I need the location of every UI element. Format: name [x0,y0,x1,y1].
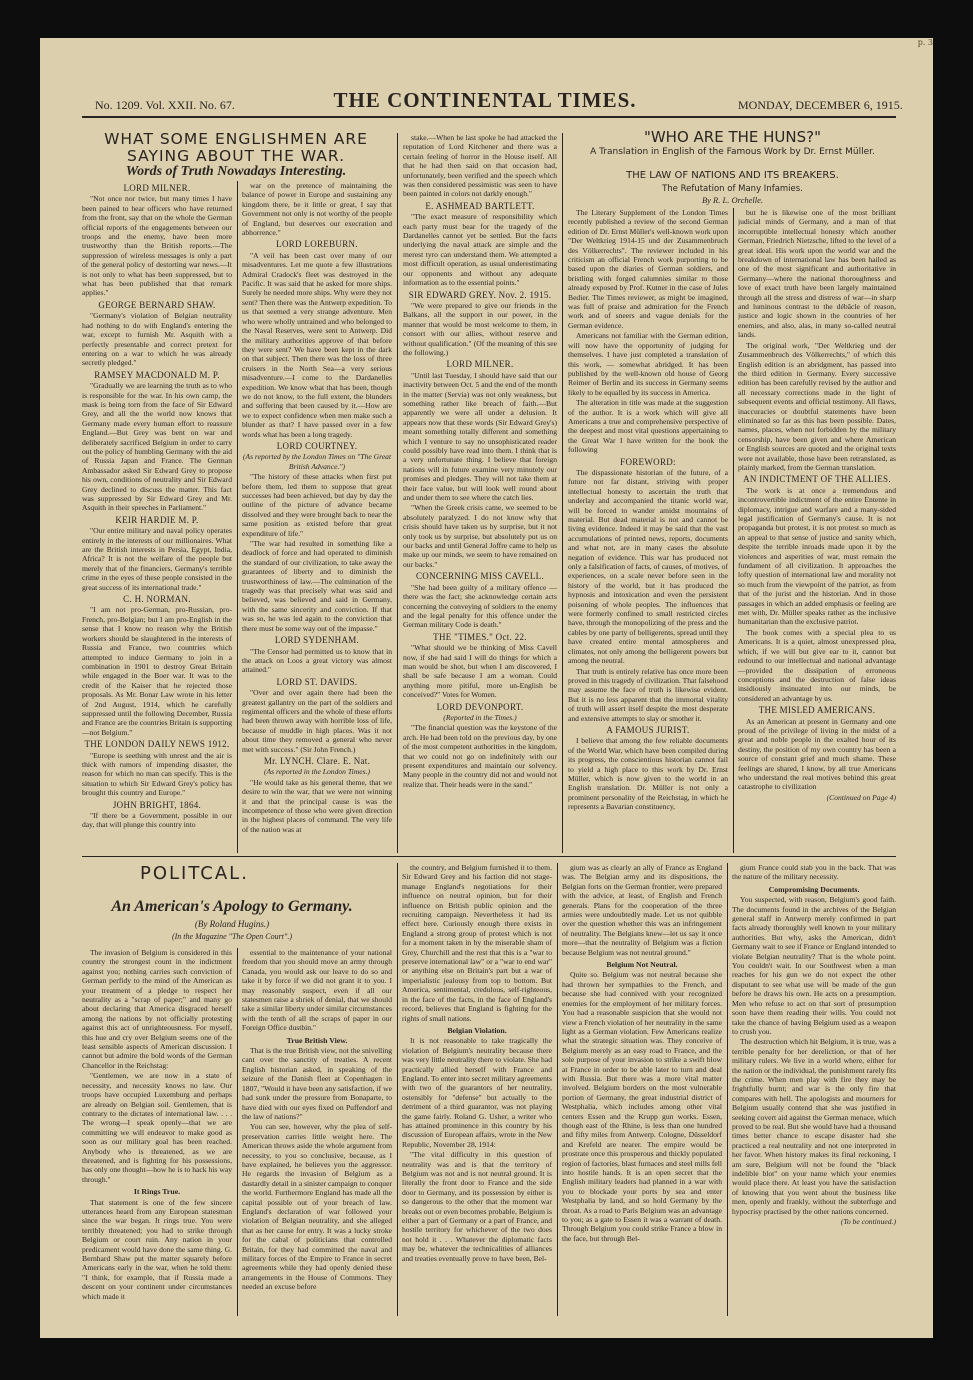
column-divider [727,863,728,1316]
crosshead: Belgian Violation. [447,1025,507,1035]
paragraph: "I am not pro-German, pro-Russian, pro-French, pro-Belgian; but I am pro-English in the sense that I know no reason why the British workers should be slaughtered in the interests of Russia and France, two countries which attempted to induce Germany to join in a combination in 1901 to destroy Great Britain while engaged in the Boer war. It was to the credit of the Kaiser that he rejected those proposals. As Mr. Bonar Law wrote in his letter of 2nd August, 1914, which he carefully suppressed until the following December, Russia and France are the countries Britain is supporting—not Belgium." [82,605,232,737]
paragraph: "The Censor had permitted us to know that in the attack on Loos a great victory was almost attained." [242,646,392,675]
subhead: CONCERNING MISS CAVELL. [416,571,544,582]
paragraph: essential to the maintenance of your national freedom that you should move an army through Canada, you would ask our leave to do so and take it by force if we did not grant it to you. I may reasonably suspect, even if all our statesmen raise a shriek of denial, that we should take a similar liberty under similar circumstances with the tenth of all the scraps of paper in our Foreign Office dustbin." [242,948,392,1033]
column-divider [397,863,398,1316]
paragraph: "Gradually we are learning the truth as to who is responsible for the war. In his own camp, the mask is being torn from the face of Sir Edward Grey, and all the the world now knows that Germany made every human effort to reassure England.—But Grey was bent on war and deliberately sacrificed Belgium in order to carry out the policy of humbling Germany with the aid of Russia Japan and France. The German Ambassador asked Sir Edward Grey to propose his own, conditions of neutrality and Sir Edward Grey declined to discuss the matter. This fact was suppressed by Sir Edward Grey and Mr. Asquith in their speeches in Parliament." [82,381,232,513]
paragraph: "The exact measure of responsibility which each party must bear for the tragedy of the Dardanelles cannot yet be settled. But the facts underlying the naval attack are simple and the merest tyro can understand them. We attempted a most difficult operation, as usual underestimating our opponents and without any adequate information as to the essential points." [403,212,557,288]
subhead: LORD DEVONPORT. [436,701,524,712]
attribution-note: (As reported by the London Times on "The Great British Advance.") [242,452,392,471]
article1-subhead: Words of Truth Nowadays Interesting. [125,164,347,179]
paragraph: I believe that among the few reliable documents of the World War, which have been compiled during its progress, the conscientious historian cannot fail to yield a high place to this work by Dr. Ernst Müller, which is now given to the world in an English translation. Dr. Müller is not only a prominent personality of the Reichstag, in which he represents a Bavarian constituency, [568,736,728,812]
paragraph: "Not once nor twice, but many times I have been pained to hear officers who have returned from the front, say that on the whole the German official reports of the engagements between our troops and the enemy, have been more trustworthy than the British reports.—The suppression of wireless messages is only a part of the general policy of destorting war news.—It is not only to what has been suppressed, but to what has been published that that remark applies." [82,194,232,298]
paragraph: gium France could stab you in the back. That was the nature of the military necessity. [732,863,896,882]
paragraph: That is the true British view, not the snivelling cant over the sanctity of treaties. A recent English historian asked, in speaking of the seizure of the Danish fleet at Copenhagen in 1807, "Would it have been any satisfaction, if we had sunk under the pressure from Bonaparte, to have died with our eyes fixed on Puffendorf and the law of nations?" [242,1046,392,1121]
paragraph: The invasion of Belgium is considered in this country the strongest count in the indictment against you; nothing carries such conviction of German perfidy to the mind of the American as your treatment of a pledge to respect her neutrality as a "scrap of paper;" and many go about declaring that America disgraced herself among the nations by not officially protesting against this act of unrighteousness. For myself, this hue and cry over Belgium seems one of the least sensible aspects of American discussion. I cannot but admire the bold words of the German Chancellor in the Reichstag: [82,948,232,1070]
paragraph: You can see, however, why the plea of self-preservation carries little weight here. The American throws aside the whole argument from necessity, to you so conclusive, because, as I have explained, he believes you the aggressor. He regards the invasion of Belgium as a dastardly detail in a sinister campaign to conquer the world. Furthermore England has made all the capital possible out of your breach of law. England's declaration of war followed your violation of Belgian neutrality, and she alleged that as her cause for entry. It was a lucky stroke for the cabal of politicians that controlled Britain, for they had committed the naval and military forces of the Empire to France in secret agreements while they had openly denied these arrangements in the House of Commons. They needed an excuse before [242,1122,392,1292]
paragraph: "The financial question was the keystone of the arch. He had been told on the previous day, by one of the most competent authorities in the kingdom, that we could not go on indefinitely with our present expenditures and maintain our solvency. Many people in the country did not and would not realize that. Their heads were in the sand." [403,723,557,789]
article1-headline: WHAT SOME ENGLISHMEN ARE SAYING ABOUT THE WAR. [104,130,368,165]
continuation-note: (To be continued.) [840,1217,896,1227]
attribution-note: (As reported in the London Times.) [263,767,371,777]
subhead: Mr. LYNCH. Clare. E. Nat. [263,755,371,766]
article2-byline: By R. L. Orchelle. [701,195,764,205]
paragraph: "When the Greek crisis came, we seemed to be absolutely paralyzed. I do not know why that crisis should have taken us by surprise, but it not only took us by surprise, but absolutely put us on our backs and until General Joffre came to help us make up our minds, we seem to have remained on our backs." [403,503,557,569]
column-divider [237,948,238,1316]
article2-section-title: THE LAW OF NATIONS AND ITS BREAKERS. [626,170,839,181]
subhead: LORD COURTNEY. [276,440,358,451]
newspaper-page [40,38,933,1338]
paragraph: the country, and Belgium furnished it to them. Sir Edward Grey and his faction did not stage-manage England's negotiations for their influence on neutral opinion, but for their influence on British public opinion and the recruiting campaign. Nevertheless it had its effect here. Curiously enough there exists in England a strong group of protest which is not for a moment taken in by the miserable sham of Grey, Churchill and the rest that this is a "war to preserve international law" or a "war to end war" or anything else on Britain's part but a war of imperialistic jealousy from top to bottom. But America, sentimental, credulous, self-righteous, in the face of the facts, in the face of England's record, believes that England is fighting for the rights of small nations. [402,863,552,1023]
article2-column-1 [568,208,728,853]
issue-date: MONDAY, DECEMBER 6, 1915. [738,98,903,112]
crosshead: Belgium Not Neutral. [606,960,678,970]
issue-number: No. 1209. Vol. XXII. No. 67. [95,98,235,112]
article2-column-2 [738,208,896,853]
paragraph: "Our entire military and naval policy operates entirely in the interests of our millionaires. What are the British interests in Persia, Egypt, India, Africa? It is not the welfare of the people but merely that of the financiers, Germany's terrible crime in the eyes of these people consisted in the great success of its international trade." [82,526,232,592]
column-divider [397,133,398,853]
subhead: RAMSEY MACDONALD M. P. [94,369,220,380]
subhead: LORD ST. DAVIDS. [276,676,358,687]
article3-section-label: POLITCAL. [140,863,249,884]
paragraph: The book comes with a special plea to us Americans. It is a quiet, almost unexpressed plea, which, if we will but give ear to it, cannot but redound to our intellectual and national advantage—provided the dissipation of erroneous conceptions and the destruction of false ideas insidiously insinuated into our minds, be considered an advantage by us. [738,627,896,703]
article3-column-5 [732,863,896,1316]
paragraph: "What should we be thinking of Miss Cavell now, if she had said I will do things for which a man would be shot, but when I am discovered, I shall be safe because I am a woman. Could anything more pitiful, more un-English be conceived?" Votes for Women. [403,643,557,700]
subhead: GEORGE BERNARD SHAW. [98,299,216,310]
article3-byline: (By Roland Hugins.) [194,919,270,929]
paragraph: stake.—When he last spoke he had attacked the reputation of Lord Kitchener and there was a certain feeling of horror in the House itself. All that he had then said on that occasion had, unfortunately, been verified and the speech which was then considered pessimistic was seen to have been painted in colors not darkly enough." [403,133,557,199]
subhead: E. ASHMEAD BARTLETT. [425,200,535,211]
subhead: SIR EDWARD GREY. Nov. 2. 1915. [408,289,552,300]
column-divider [237,181,238,853]
paragraph: The alteration in title was made at the suggestion of the author. It is a work which will give all Americans a true and comprehensive perspective of the deepest and most vital questions appertaining to the Great War I have written for the book the following [568,398,728,455]
column-divider [557,863,558,1316]
paragraph: That statement is one of the few sincere utterances heard from any European statesman since the war began. It rings true. You were terribly threatened; you had to strike through Belgium or court ruin. Any nation in your predicament would have done the same thing. G. Bernhard Shaw put the matter squarely before Americans early in the war, when he told them: "I think, for example, that if Russia made a descent on your continent under circumstances which made it [82,1197,232,1301]
article3-source: (In the Magazine "The Open Court".) [171,932,293,941]
subhead: THE LONDON DAILY NEWS 1912. [84,739,230,750]
subhead: LORD MILNER. [446,359,514,370]
column-divider [733,208,734,853]
paragraph: The destruction which hit Belgium, it is true, was a terrible penalty for her dereliction, or that of her military rulers. We live in a world where, either for the nation or the individual, the punishment rarely fits the crime. When men play with fire they may be frightfully burnt; and war is the only fire that compares with hell. The apologists and mourners for Belgium usually contend that she was justified in seeking covert aid against the German menace, which proved to be real. But she would have had a thousand times better chance to escape disaster had she practiced a real neutrality and not one interpreted in her favor. When history makes its final reckoning, I am sure, Belgium will not be found the "black indelible blot" on your name which your enemies would place there. At least you have the satisfaction of knowing that you went about the business like men, openly and frankly, without the subterfuge and hypocrisy practised by the other nations concerned. [732,1037,896,1216]
paragraph: "Until last Tuesday, I should have said that our inactivity between Oct. 5 and the end of the month in the matter (Servia) was not only weakness, but something rather like breach of faith.—But apparently we were all under a delusion. It appears now that these words (Sir Edward Grey's) meant something totally different and something which I venture to say no unsophisticated reader could possibly have read into them. I think that is a very unfortunate thing. I believe that foreign nations will in future examine very minutely our promises and pledges. They will not take them at their face value, but will look well round about and under them to see where the catch lies. [403,370,557,503]
subhead: THE "TIMES." Oct. 22. [433,631,527,642]
crosshead: True British View. [286,1035,348,1045]
paragraph: The dispassionate historian of the future, of a future not far distant, striving with proper intellectual honesty to ascertain the truth that underlay and accompanied the titanic world war, will be forced to wander amidst mountains of material. But dead material is not and cannot be living evidence. Indeed it may be said that the vast accumulations of printed news, reports, documents and what not, are in many cases the absolute negation of evidence. This war has produced not only a falsification of facts, of causes, of motives, of experiences, on a scale never before seen in the history of the world, but it has produced the hypnosis and intoxication and even the persistent poisoning of whole peoples. The influences that were formerly confined to small restricted circles have, through the monopolizing of the press and the cables by one party of belligerents, spread until they have created entire mental atmospheres and climates, not only among the belligerent powers but among the neutral. [568,467,728,666]
paragraph: The original work, "Der Weltkrieg und der Zusammenbruch des Völkerrechts," of which this English edition is an abridgment, has passed into the third edition in Germany. Every successive edition has been carefully revised by the author and all necessary corrections made in the light of subsequent events and official testimony. All flaws, inaccuracies or doubtful statements have been eliminated so far as this has been possible. Dates, names, places, when not forbidden by the military censorship, have been given and where American or English sources are quoted and the original texts were not available, those have been retranslated, as plainly marked, from the German translation. [738,340,896,472]
article3-column-2 [242,948,392,1316]
paragraph: Americans not familiar with the German edition, will now have the opportunity of judging for themselves. I have just completed a translation of this work, — somewhat abridged. It has been published by the well-known old house of Georg Reimer of Berlin and its success in Germany seems likely to be equalled by its success in America. [568,331,728,397]
paragraph: "The history of these attacks when first put before them, led them to suppose that great successes had been achieved, but day by day the outline of the picture of advance became dissolved and they were brought back to near the same position as existed before that great expenditure of life." [242,472,392,538]
subhead: FOREWORD: [620,456,676,467]
subhead: LORD SYDENHAM. [274,635,360,646]
subhead: LORD LOREBURN. [276,239,358,250]
article3-column-3 [402,863,552,1316]
paragraph: The Literary Supplement of the London Times recently published a review of the second German edition of Dr. Ernst Müller's well-known work upon "Der Weltkrieg 1914-15 und der Zusammenbruch des Völkerrechts". The reviewer included in his criticism an official French work purporting to be based upon the diaries of German soldiers, and bristling with forged calumnies similar to those already exposed by Prof. Kutner in the case of Jules Bedier. The Times reviewer, as might be imagined, was full of praise and admiration for the French work and of sneers and vague denials for the German evidence. [568,208,728,330]
paragraph: You suspected, with reason, Belgium's good faith. The documents found in the archives of the Belgian general staff in Antwerp merely confirmed in part facts already thoroughly well known to your military authorities. But why, asks the American, didn't Germany wait to see if France or England intended to violate Belgian neutrality? That is the whole point. You couldn't wait. In our Southwest when a man reaches for his gun we do not expect the other disputant to see what use will be made of the gun before he draws his own. He acts on a presumption. Men who refuse to act on that sort of presumption soon have them reading their wills. You could not take the chance of having Belgium used as a weapon to crush you. [732,895,896,1036]
subhead: THE MISLED AMERICANS. [758,705,876,716]
paragraph: "If there be a Government, possible in our day, that will plunge this country into [82,811,232,830]
subhead: JOHN BRIGHT, 1864. [112,799,202,810]
column-divider [562,133,563,853]
section-rule [82,856,896,857]
paragraph: "Over and over again there had been the greatest gallantry on the part of the soldiers and regimental officers and the whole of these efforts had been thrown away with horrible loss of life, because of muddle in high places. Was it not about time they removed a general who never met with success." (Sir John French.) [242,688,392,754]
newspaper-title: THE CONTINENTAL TIMES. [333,88,637,112]
page-number-mark: p. 3 [917,38,933,47]
paragraph: "The vital difficulty in this question of neutrality was and is that the territory of Belgium was not and is not neutral ground. It is literally the front door to France and the side door to Germany, and its possession by either is so dangerous to the other that the moment war breaks out or even becomes probable, Belgium is either a part of Germany or a part of France, and hostile territory for whichever of the two does not hold it . . . Whatever the diplomatic facts may be, whatever the technicalities of alliances and treaties eventually prove to have been, Bel- [402,1150,552,1263]
subhead: C. H. NORMAN. [123,594,191,605]
article2-headline: "WHO ARE THE HUNS?" [643,128,822,146]
article2-section-subtitle: The Refutation of Many Infamies. [662,184,803,194]
paragraph: The work is at once a tremendous and incontrovertible indictment of the entire Entente in diplomacy, intrigue and warfare and a many-sided legal justification of Germany's cause. It is not propaganda but protest, it is not protest so much as an appeal to that sense of justice and sanity which, despite the terrible inroads made upon it by the violences and asperities of war, must remain the fundament of all civilization. It approaches the lofty question of international law and morality not so much from the viewpoint of the patriot, as from that of the jurist and the historian. And in those passages in which an added emphasis or feeling are met with, Dr. Müller speaks rather as the inclusive humanitarian than the exclusive patriot. [738,485,896,627]
paragraph: "A veil has been cast over many of our misadventures. Let me quote a few illustrations Admiral Cradock's fleet was destroyed in the Pacific. It was said that he asked for more ships. Surely he needed more ships. Why were they not sent? Then there was the Antwerp expedition. To us that seemed a very strange adventure. Men who were wholly untrained and who belonged to the Naval Reserves, were sent to Antwerp. Did the military authorities approve of that before they were sent? We have been kept in the dark on that subject. Then there was the loss of three cruisers in the North Sea—a very serious misadventure.—I come to the Dardanelles expedition. We know what that has been, though we do not know, to the full extent, the blunders and suffering that been caused by it.—How are we to expect confidence when men make such a blunder as that? I have passed over in a few words what has been a long tragedy. [242,250,392,439]
paragraph: It is not reasonable to take tragically the violation of Belgium's neutrality because there was very little neutrality there to violate. She had practically allied herself with France and England. To enter into secret military agreements with two of the guarantors of her neutrality, ostensibly for "defense" but actually to the detriment of a third guarantor, was not playing the game fairly. Roland G. Usher, a writer who has attained prominence in this country by his discussion of European affairs, wrote in the New Republic, November 28, 1914: [402,1036,552,1149]
paragraph: "We were prepared to give our friends in the Balkans, all the support in our power, in the manner that would be most welcome to them, in consort with our allies, without reserve and without qualification." (Of the meaning of this see the following.) [403,300,557,357]
crosshead: Compromising Documents. [768,884,860,894]
subhead: KEIR HARDIE M. P. [115,514,199,525]
paragraph: As an American at present in Germany and one proud of the privilege of living in the midst of a great and noble people in the exalted hour of its destiny, the position of my own country has been a source of constant grief and much shame. These feelings are shared, I know, by all true Americans who understand the real motives behind this great catastrophe to civilization [738,716,896,792]
masthead-rule [82,116,896,118]
paragraph: "He would take as his general theme, that we desire to win the war, that we were not winning it and that the principal cause is was the incompetence of those who were given direction in the highest places of command. The very life of the nation was at [242,777,392,834]
subhead: AN INDICTMENT OF THE ALLIES. [743,474,891,485]
article1-column-3 [403,133,557,853]
attribution-note: (Reported in the Times.) [443,712,517,722]
article1-column-2 [242,181,392,853]
paragraph: "Europe is seething with unrest and the air is thick with rumors of impending disaster, the reason for which no man can specify. This is the situation to which Sir Edward Grey's policy has brought this country and Europe." [82,750,232,798]
article1-column-1 [82,181,232,853]
paragraph: "The war had resulted in something like a deadlock of force and had operated to diminish the standard of our civilization, to take away the guarantees of liberty and to diminish the trustworthiness of law.—The culmination of the tragedy was that precisely what was said and believed, was believed and said in Germany, with the same sincerity and conviction. If that was so, he was led again to the conviction that there must be some way out of the impasse." [242,539,392,633]
subhead: LORD MILNER. [123,183,191,193]
crosshead: It Rings True. [133,1187,181,1197]
article2-subtitle: A Translation in English of the Famous Work by Dr. Ernst Müller. [590,147,875,157]
continuation-note: (Continued on Page 4) [826,792,896,802]
subhead: A FAMOUS JURIST. [606,724,690,735]
paragraph: That truth is entirely relative has once more been proved in this tragedy of civilization. That falsehood may assume the face of truth is likewise evident. But it is no less apparent that the immortal vitality of truth will assert itself despite the most desperate and extensive attempts to slay or smother it. [568,666,728,723]
paragraph: but he is likewise one of the most brilliant judicial minds of Germany, and a man of that incorruptible intellectual honesty which another German, Friedrich Nietzsche, lifted to the level of a great ideal. His work upon the world war and the breakdown of international law has been hailed as one of the most significant and authoritative in Germany—where the national thoroughness and love of exact truth have been largely maintained through all the stress and distress of war—in sharp and luminous contrast to the débâcle of reason, justice and logic shown in the countries of her enemies, and also, alas, in many so-called neutral lands. [738,208,896,340]
paragraph: Quite so. Belgium was not neutral because she had thrown her sympathies to the French, and because she had connived with your recognized enemies for the employment of her military forces. You had a reasonable suspicion that she would not view a French violation of her neutrality in the same light as a German violation. Few Americans realize what the strategic situation was. They conceive of Belgium merely as an easy road to France, and the sole purpose of your invasion to strike a swift blow at France in order to be able later to turn and deal with Russia. But there was a more vital matter involved. Belgium borders on the most vulnerable portion of Germany, the great industrial district of Westphalia, which includes among other vital centers Essen and the Krupp gun works. Essen, though east of the Rhine, is less than one hundred and fifty miles from Antwerp. Cologne, Düsseldorf and Krefeld are nearer. The empire would be prostrate once this prosperous and thickly populated region of factories, blast furnaces and steel mills fell into hostile hands. It is an open secret that the English military leaders had planned in a war with you to blockade your ports by sea and enter Westphalia by land, and so hold Germany by the throat. As a road to Paris Belgium was an advantage to you; as a gate to Essen it was a warrant of death. Through Belgium you could strike France a blow in the face, but through Bel- [562,970,722,1243]
article3-column-1 [82,948,232,1316]
paragraph: "She had been guilty of a military offence —there was the fact; she acknowledge certain acts concerning the conveying of soldiers to the enemy and the legal penalty for this offence under the German military Code is death." [403,582,557,630]
paragraph: war on the pretence of maintaining the balance of power in Europe and sustaining any kingdom there, be it little or great, I say that Government not only is not worthy of the people of England, but deserves our execration and abhorrence." [242,181,392,238]
paragraph: gium was as clearly an ally of France as England was. The Belgian army and its dispositions, the Belgian forts on the German frontier, were prepared with the advice, at least, of English and French generals. Plans for the cooperation of the three armies were undoubtedly made. Let us not quibble over the question whether this was an infringement of neutrality. The Belgians knew—let us say it once more—that the neutrality of Belgium was a fiction because Belgium was not neutral ground." [562,863,722,957]
paragraph: "Gentlemen, we are now in a state of necessity, and necessity knows no law. Our troops have occupied Luxemburg and perhaps are already on Belgian soil. Gentlemen, that is contrary to the dictates of international law. . . . The wrong—I speak openly—that we are committing we will endeavor to make good as soon as our military goal has been reached. Anybody who is threatened, as we are threatened, and is fighting for his possessions, has only one thought—how he is to hack his way through." [82,1071,232,1184]
article3-column-4 [562,863,722,1316]
paragraph: "Germany's violation of Belgian neutrality had nothing to do with England's entering the war, except to furnish Mr. Asquith with a perfectly presentable and correct pretext for entering on a war to which he was already secretly pledged." [82,311,232,368]
article3-headline: An American's Apology to Germany. [111,898,353,915]
